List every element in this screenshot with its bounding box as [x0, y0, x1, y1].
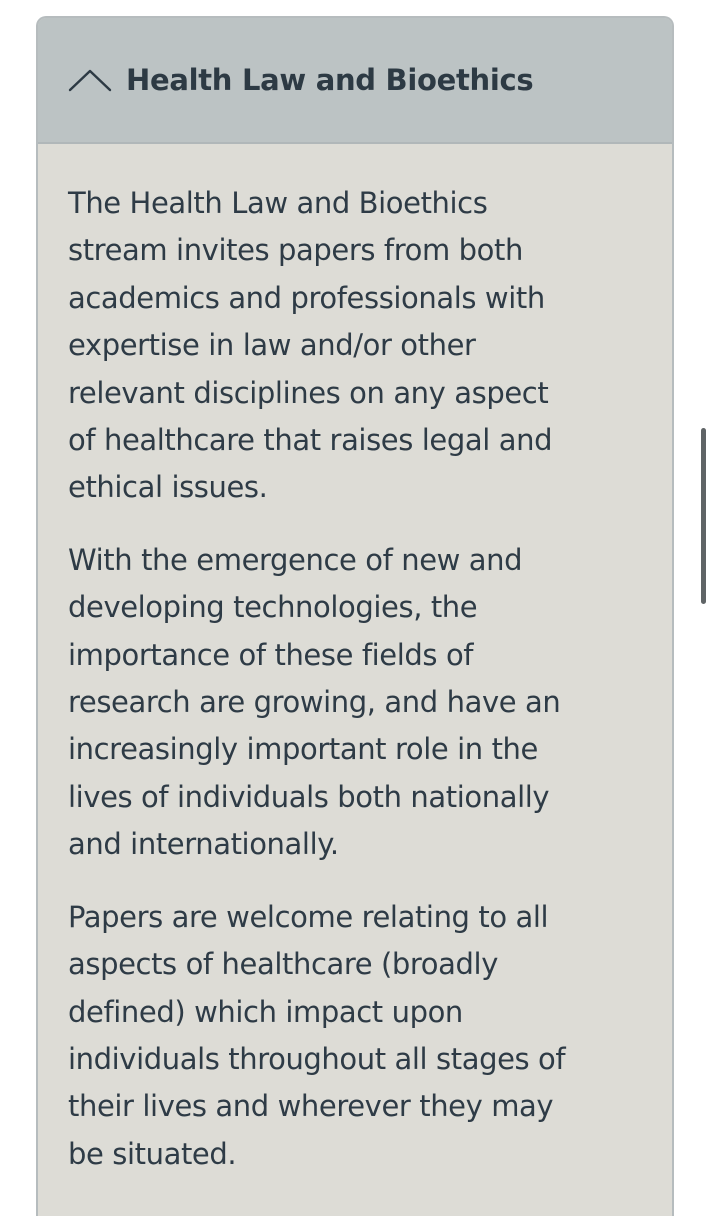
- chevron-up-icon[interactable]: [68, 67, 112, 93]
- paragraph-intro: The Health Law and Bioethics stream invites papers from both academics and professionals with expertise in law and/or other relevant disciplines on any aspect of healthcare that raises legal and ethical issues.: [68, 186, 553, 505]
- paragraph-papers-welcome: Papers are welcome relating to all aspects of healthcare (broadly defined) which impact upon individuals throughout all stages of their lives and wherever they may be situated.: [68, 899, 566, 1171]
- accordion-title: Health Law and Bioethics: [126, 63, 534, 97]
- accordion-panel: [36, 16, 674, 1216]
- scrollbar-thumb[interactable]: [701, 428, 706, 604]
- accordion-content: [38, 180, 672, 1178]
- paragraph-technologies: With the emergence of new and developing technologies, the importance of these fields of research are growing, and have an increasingly important role in the lives of individuals both nationally and internationally.: [68, 542, 561, 862]
- accordion-header[interactable]: [38, 18, 672, 144]
